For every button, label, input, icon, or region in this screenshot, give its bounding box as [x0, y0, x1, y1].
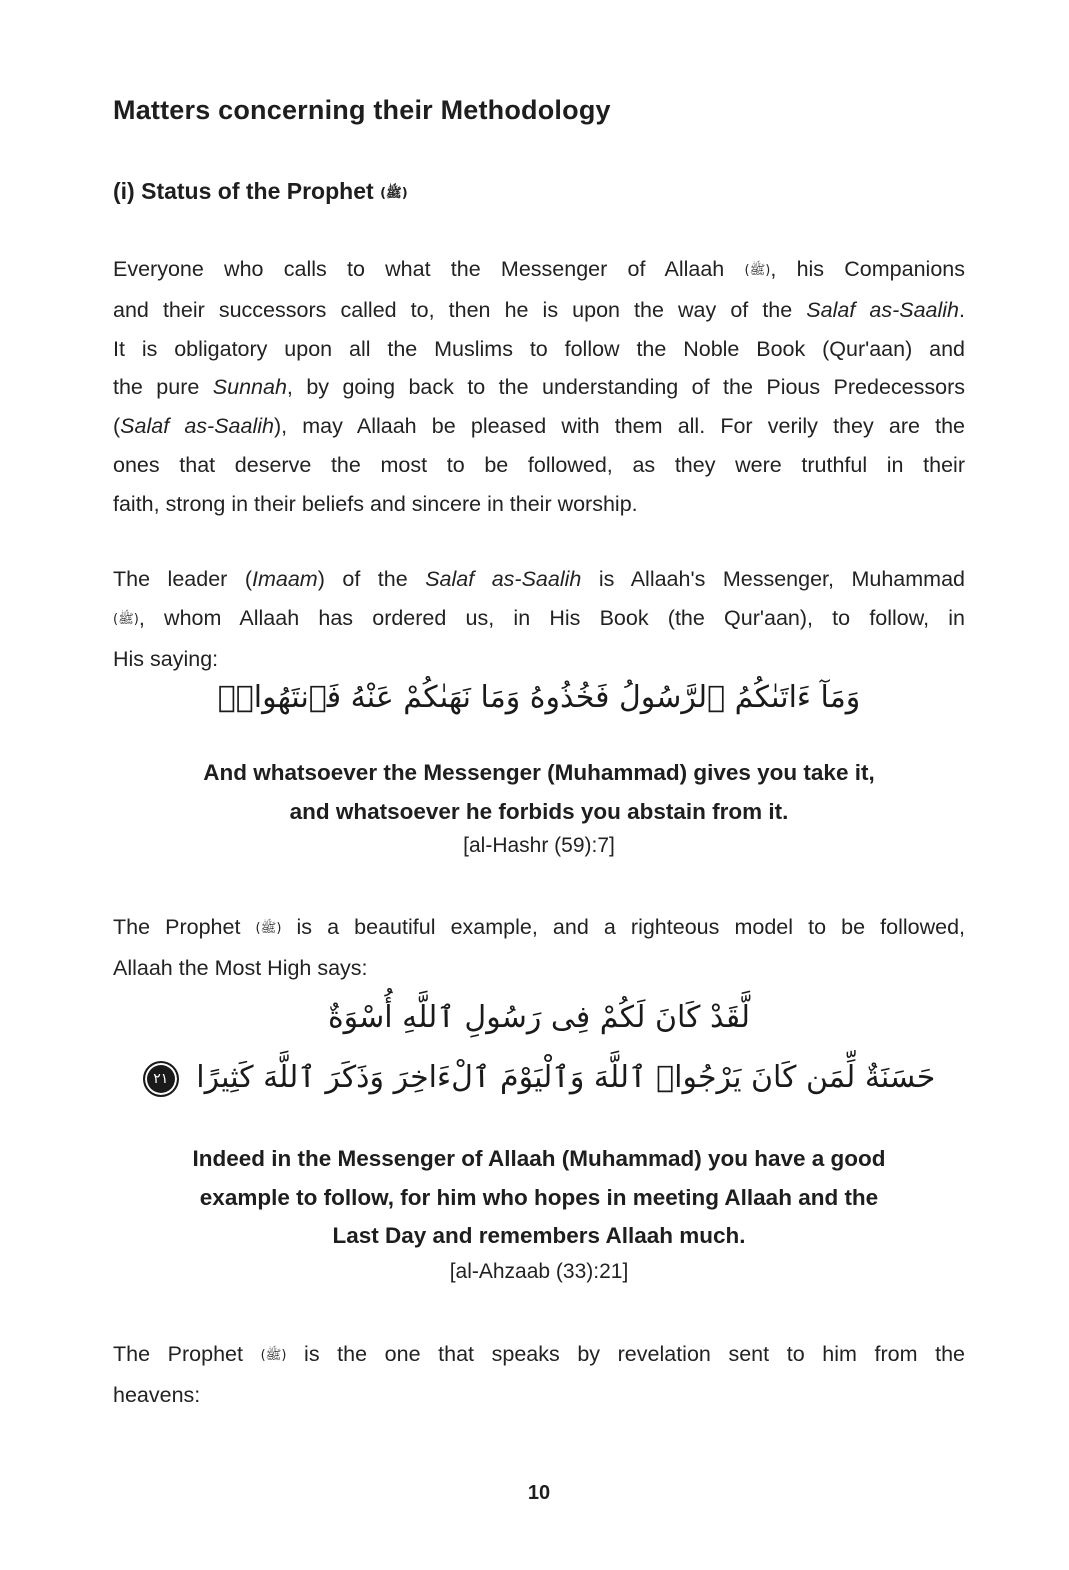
paragraph-beautiful-example — [113, 908, 965, 988]
text-line: His saying: — [113, 646, 219, 671]
paragraph-salaf-way — [113, 250, 965, 524]
page-number: 10 — [527, 1482, 551, 1504]
verse-number-marker: ٢١ — [143, 1061, 179, 1097]
text-line: faith, strong in their beliefs and sincere in their worship. — [113, 491, 638, 516]
text-line: the pure Sunnah, by going back to the understanding of the Pious Predecessors — [113, 375, 966, 400]
salutation-glyph: (ﷺ) — [380, 186, 408, 201]
text-line: Everyone who calls to what the Messenger of Allaah (ﷺ), his Companions — [113, 250, 965, 291]
salutation-glyph: (ﷺ) — [113, 611, 139, 627]
salutation-glyph: (ﷺ) — [744, 263, 771, 278]
translation-ahzaab: Indeed in the Messenger of Allaah (Muhammad) you have a good example to follow, for him who hopes in meeting Allaah and the Last Day and remembers Allaah much. — [192, 1146, 886, 1248]
citation-ahzaab: [al-Ahzaab (33):21] — [449, 1260, 629, 1283]
text-line: (ﷺ), whom Allaah has ordered us, in His Book (the Qur'aan), to follow, in — [113, 599, 965, 640]
text-line: Allaah the Most High says: — [113, 955, 368, 980]
arabic-verse-hashr: وَمَآ ءَاتَىٰكُمُ ٱلرَّسُولُ فَخُذُوهُ وَمَا نَهَىٰكُمْ عَنْهُ فَٱنتَهُوا۟ۚ — [217, 680, 861, 715]
salutation-glyph: (ﷺ) — [260, 1348, 287, 1363]
text-line: The Prophet (ﷺ) is the one that speaks by revelation sent to him from the — [113, 1335, 965, 1376]
text-line: ones that deserve the most to be followed, as they were truthful in their — [113, 452, 965, 477]
citation-hashr: [al-Hashr (59):7] — [463, 834, 615, 857]
text-line: The Prophet (ﷺ) is a beautiful example, and a righteous model to be followed, — [113, 908, 965, 949]
text-line: heavens: — [113, 1382, 201, 1407]
paragraph-revelation — [113, 1335, 965, 1415]
subheading-text: (i) Status of the Prophet — [113, 178, 374, 204]
arabic-verse-ahzaab-line2: حَسَنَةٌ لِّمَن كَانَ يَرْجُوا۟ ٱللَّهَ وَٱلْيَوْمَ ٱلْءَاخِرَ وَذَكَرَ ٱللَّهَ كَثِيرًا ٢١ — [113, 1060, 965, 1097]
arabic-verse-ahzaab-line1: لَّقَدْ كَانَ لَكُمْ فِى رَسُولِ ٱللَّهِ أُسْوَةٌ — [327, 1000, 751, 1035]
paragraph-imaam — [113, 560, 965, 678]
text-line: (Salaf as-Saalih), may Allaah be pleased with them all. For verily they are the — [113, 414, 965, 439]
text-line: It is obligatory upon all the Muslims to follow the Noble Book (Qur'aan) and — [113, 336, 965, 361]
text-line: The leader (Imaam) of the Salaf as-Saalih is Allaah's Messenger, Muhammad — [113, 567, 965, 591]
subsection-heading — [113, 178, 408, 205]
text-line: and their successors called to, then he is upon the way of the Salaf as-Saalih. — [113, 297, 965, 322]
salutation-glyph: (ﷺ) — [255, 921, 282, 936]
section-heading: Matters concerning their Methodology — [113, 95, 611, 125]
translation-hashr: And whatsoever the Messenger (Muhammad) gives you take it, and whatsoever he forbids you abstain from it. — [203, 760, 875, 824]
